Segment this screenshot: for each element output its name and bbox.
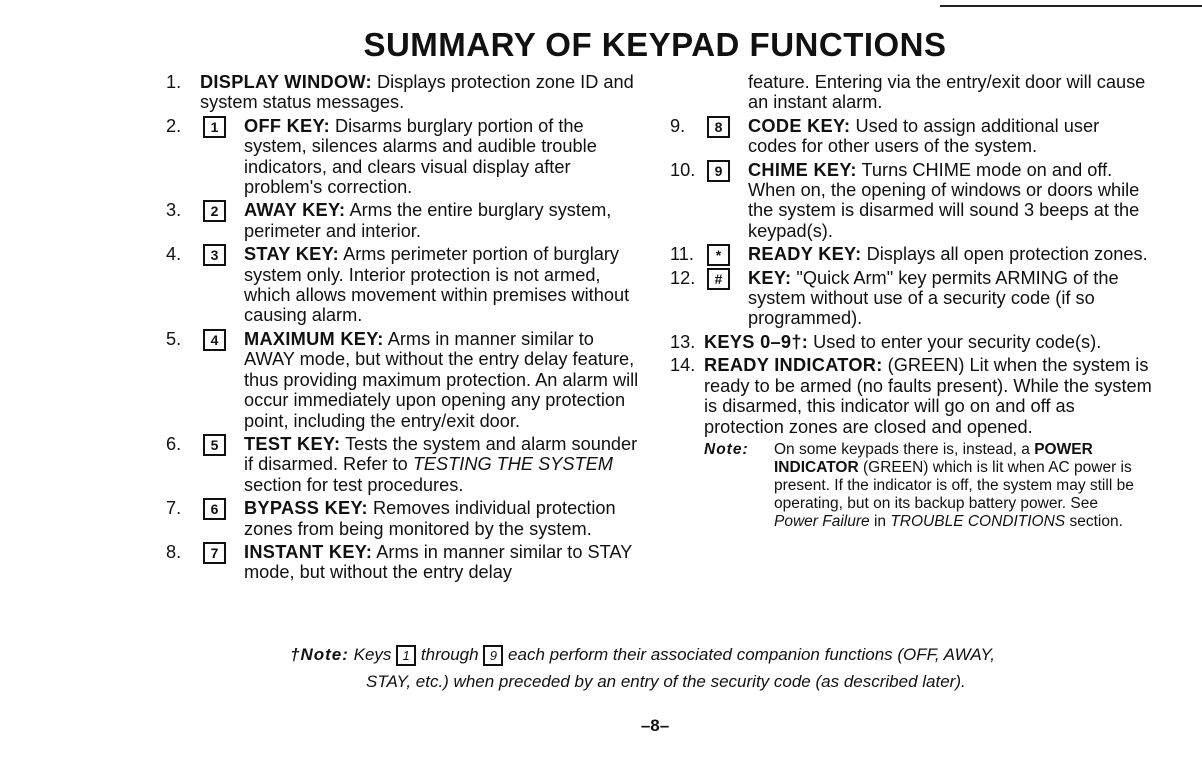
key-6-icon: 6 <box>203 498 226 520</box>
footnote-pre: Keys <box>353 645 392 664</box>
list-item <box>664 268 1152 329</box>
item-label: TEST KEY: <box>244 433 341 454</box>
list-item <box>664 244 1152 264</box>
note-italic-ref-2: TROUBLE CONDITIONS <box>890 512 1066 530</box>
item-text: Turns CHIME mode on and off. When on, the opening of windows or doors while the system is disarmed will sound 3 beeps at the keypad(s). <box>748 159 1140 241</box>
key-7-icon: 7 <box>203 542 226 564</box>
item-label: READY INDICATOR: <box>704 355 883 376</box>
note-italic-ref-1: Power Failure <box>774 512 870 530</box>
item-text: "Quick Arm" key permits ARMING of the system without use of a security code (if so programmed). <box>748 267 1119 329</box>
item-continuation: feature. Entering via the entry/exit door will cause an instant alarm. <box>748 72 1146 113</box>
item-number: 10. <box>670 159 696 180</box>
footnote <box>290 641 1110 695</box>
item-number: 2. <box>166 115 182 136</box>
item-text: Used to enter your security code(s). <box>813 331 1102 352</box>
list-item <box>160 72 648 113</box>
item-text: Disarms burglary portion of the system, silences alarms and audible trouble indicators, and clears visual display after problem's correction. <box>244 115 597 198</box>
item-number: 11. <box>670 244 694 265</box>
item-label: CHIME KEY: <box>748 159 857 180</box>
right-column <box>664 72 1152 531</box>
item-number: 9. <box>670 115 686 136</box>
item-number: 12. <box>670 267 696 288</box>
item-text: Arms in manner similar to STAY mode, but without the entry delay <box>244 541 632 583</box>
item-text: Arms in manner similar to AWAY mode, but without the entry delay feature, thus providing maximum protection. An alarm will occur immediately upon opening any protection point, including the entry/exit door. <box>244 328 639 431</box>
key-9-icon: 9 <box>707 160 730 182</box>
list-item <box>160 498 648 539</box>
list-item <box>160 542 648 583</box>
item-text: Displays all open protection zones. <box>866 244 1148 265</box>
list-item <box>664 332 1152 352</box>
top-rule <box>940 5 1202 7</box>
list-item <box>664 355 1152 437</box>
note-bold: POWER INDICATOR <box>774 440 1093 476</box>
list-item <box>160 329 648 431</box>
item-number: 1. <box>166 72 182 92</box>
item-label: READY KEY: <box>748 244 862 265</box>
item-text-2: section for test procedures. <box>244 474 464 495</box>
key-5-icon: 5 <box>203 434 226 456</box>
item-label: KEY: <box>748 267 792 288</box>
item-text: Arms the entire burglary system, perimeter and interior. <box>244 200 612 241</box>
page-title: SUMMARY OF KEYPAD FUNCTIONS <box>363 26 947 63</box>
note-label: Note: <box>704 440 749 458</box>
power-indicator-note <box>664 441 1152 531</box>
list-item <box>160 244 648 326</box>
key-pound-icon: # <box>707 268 730 290</box>
list-item <box>664 160 1152 242</box>
key-9-icon: 9 <box>483 645 503 666</box>
list-item <box>160 200 648 241</box>
footnote-label: †Note: <box>290 645 349 664</box>
item-label: AWAY KEY: <box>244 200 346 221</box>
key-8-icon: 8 <box>707 116 730 138</box>
item-text: Used to assign additional user codes for other users of the system. <box>748 115 1100 157</box>
note-text-3: in <box>873 512 887 530</box>
item-number: 3. <box>166 200 182 221</box>
key-3-icon: 3 <box>203 244 226 266</box>
item-label: CODE KEY: <box>748 115 851 136</box>
key-1-icon: 1 <box>203 116 226 138</box>
item-label: OFF KEY: <box>244 115 330 136</box>
item-italic-ref: TESTING THE SYSTEM <box>412 454 613 475</box>
item-number: 4. <box>166 244 182 265</box>
key-1-icon: 1 <box>396 645 416 666</box>
item-number: 5. <box>166 328 182 349</box>
item-number: 8. <box>166 541 182 562</box>
key-4-icon: 4 <box>203 329 226 351</box>
page-number: –8– <box>640 716 670 735</box>
note-body <box>774 441 1142 531</box>
item-label: DISPLAY WINDOW: <box>200 72 372 92</box>
key-star-icon: * <box>707 244 730 266</box>
item-number: 7. <box>166 498 182 519</box>
item-text: Tests the system and alarm sounder if disarmed. Refer to <box>244 433 638 475</box>
left-column <box>160 72 648 586</box>
key-2-icon: 2 <box>203 200 226 222</box>
item-label: BYPASS KEY: <box>244 498 368 519</box>
item-number: 14. <box>670 355 696 376</box>
footnote-line-2: STAY, etc.) when preceded by an entry of the security code (as described later). <box>366 672 966 691</box>
item-text: Arms perimeter portion of burglary system only. Interior protection is not armed, which allows movement within premises without causing alarm. <box>244 244 630 326</box>
footnote-post: each perform their associated companion functions (OFF, AWAY, <box>508 645 995 664</box>
footnote-mid: through <box>420 645 479 664</box>
note-text-4: section. <box>1069 512 1123 530</box>
item-text: (GREEN) Lit when the system is ready to be armed (no faults present). While the system is disarmed, this indicator will go on and off as protection zones are closed and opened. <box>704 355 1152 437</box>
note-text: On some keypads there is, instead, a <box>774 440 1030 458</box>
note-text-2: (GREEN) which is lit when AC power is present. If the indicator is off, the system may still be operating, but on its backup battery power. See <box>774 458 1134 512</box>
item-label: KEYS 0–9†: <box>704 331 809 352</box>
item-number: 13. <box>670 331 696 352</box>
item-label: INSTANT KEY: <box>244 541 373 562</box>
list-item <box>160 116 648 198</box>
list-item <box>664 116 1152 157</box>
item-label: STAY KEY: <box>244 244 340 265</box>
list-item <box>160 434 648 495</box>
item-label: MAXIMUM KEY: <box>244 328 384 349</box>
item-number: 6. <box>166 433 182 454</box>
item-text: Displays protection zone ID and system status messages. <box>200 72 634 113</box>
item-text: Removes individual protection zones from being monitored by the system. <box>244 498 616 539</box>
